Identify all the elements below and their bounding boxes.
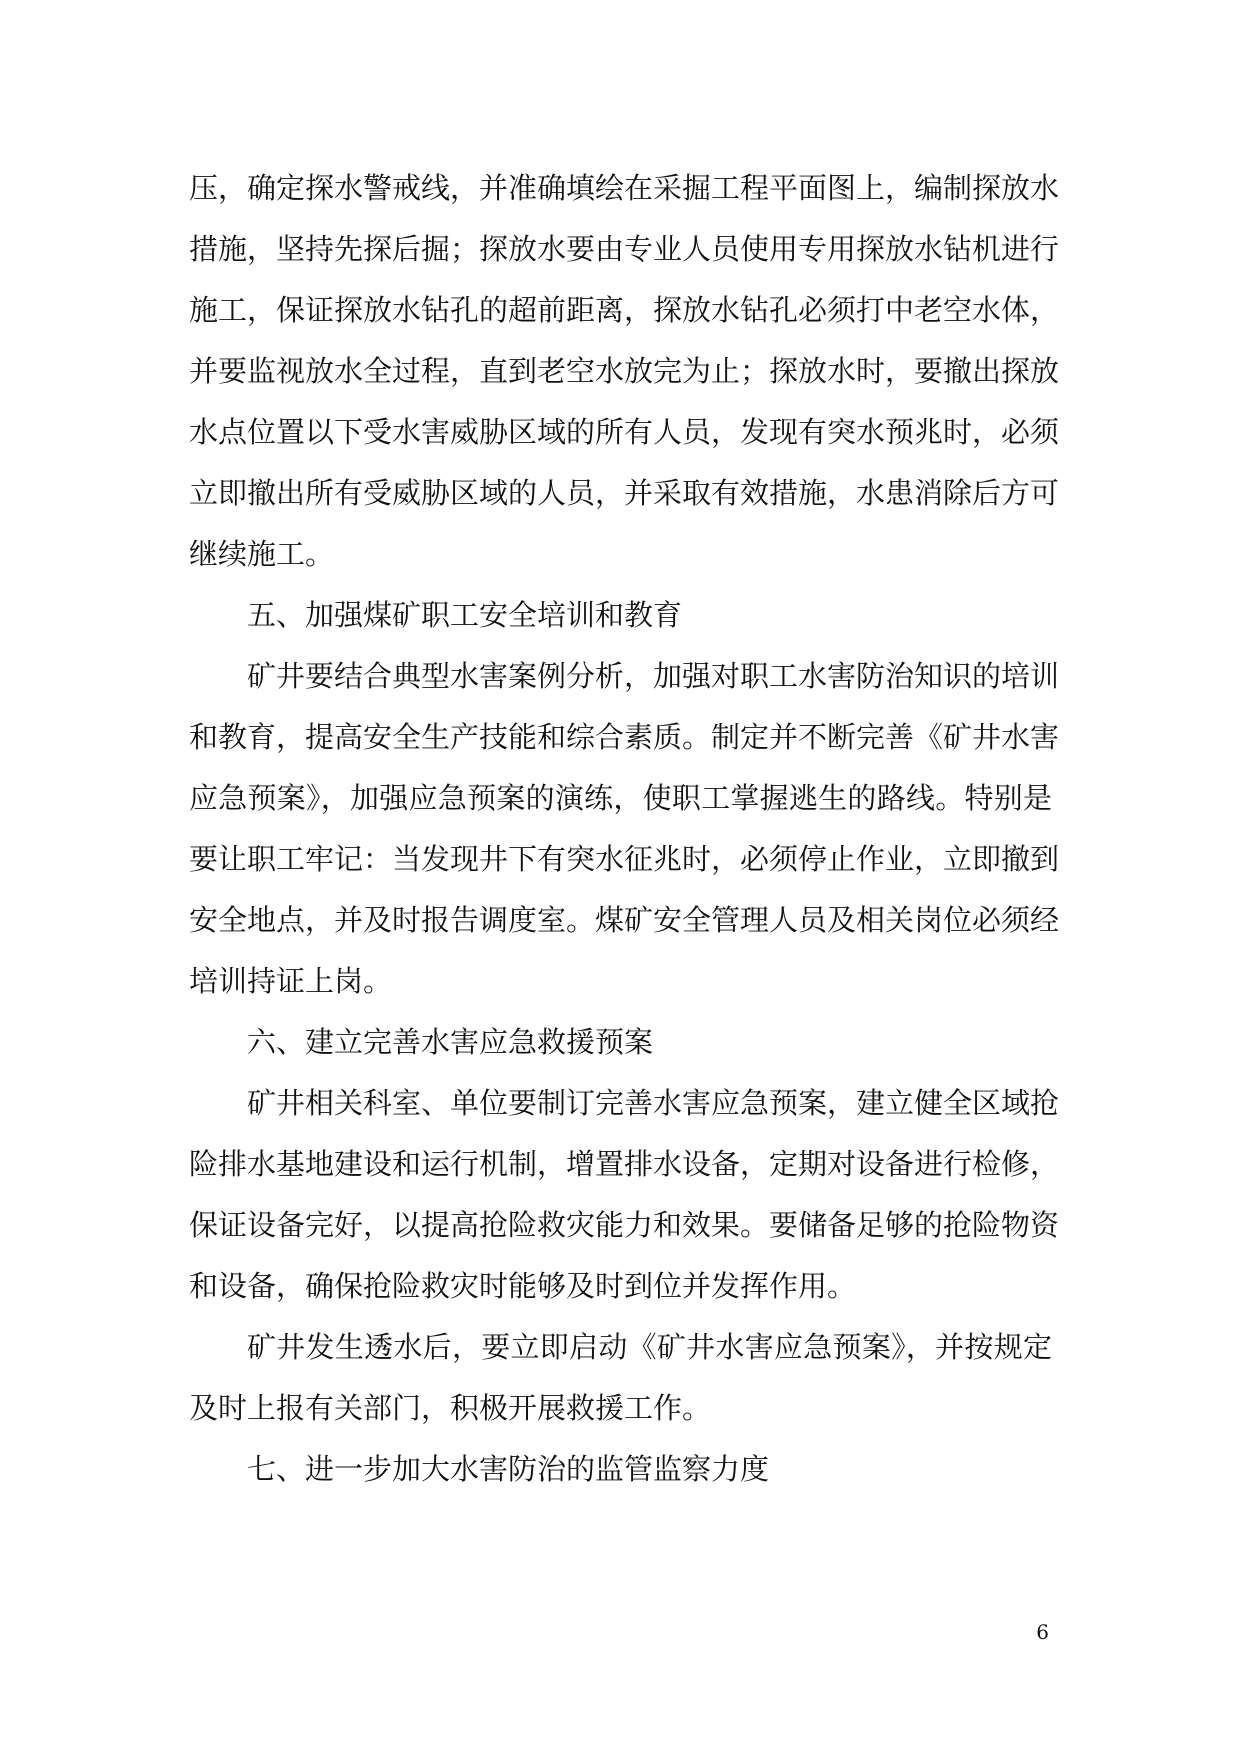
text-line: 险排水基地建设和运行机制，增置排水设备，定期对设备进行检修， xyxy=(189,1147,1060,1181)
text-line: 保证设备完好，以提高抢险救灾能力和效果。要储备足够的抢险物资 xyxy=(189,1208,1060,1242)
paragraph-emergency-plan xyxy=(189,1073,1060,1317)
text-line: 矿井要结合典型水害案例分析，加强对职工水害防治知识的培训 xyxy=(247,659,1060,693)
section-heading-7: 七、进一步加大水害防治的监管监察力度 xyxy=(247,1452,770,1486)
text-line: 要让职工牢记：当发现井下有突水征兆时，必须停止作业，立即撤到 xyxy=(189,842,1060,876)
text-line: 施工，保证探放水钻孔的超前距离，探放水钻孔必须打中老空水体， xyxy=(189,293,1060,327)
section-heading-5: 五、加强煤矿职工安全培训和教育 xyxy=(247,598,683,632)
text-line: 矿井相关科室、单位要制订完善水害应急预案，建立健全区域抢 xyxy=(247,1086,1060,1120)
text-line: 并要监视放水全过程，直到老空水放完为止；探放水时，要撤出探放 xyxy=(189,354,1060,388)
text-line: 培训持证上岗。 xyxy=(189,964,393,998)
text-line: 继续施工。 xyxy=(189,537,335,571)
text-line: 措施，坚持先探后掘；探放水要由专业人员使用专用探放水钻机进行 xyxy=(189,232,1060,266)
text-line: 安全地点，并及时报告调度室。煤矿安全管理人员及相关岗位必须经 xyxy=(189,903,1060,937)
text-line: 矿井发生透水后，要立即启动《矿井水害应急预案》，并按规定 xyxy=(247,1330,1052,1364)
document-body xyxy=(189,158,1060,1500)
text-line: 及时上报有关部门，积极开展救援工作。 xyxy=(189,1391,712,1425)
text-line: 应急预案》，加强应急预案的演练，使职工掌握逃生的路线。特别是 xyxy=(189,781,1052,815)
paragraph-continuation xyxy=(189,158,1060,585)
paragraph-inrush-response xyxy=(189,1317,1052,1439)
text-line: 和设备，确保抢险救灾时能够及时到位并发挥作用。 xyxy=(189,1269,857,1303)
text-line: 水点位置以下受水害威胁区域的所有人员，发现有突水预兆时，必须 xyxy=(189,415,1060,449)
paragraph-training xyxy=(189,646,1060,1012)
text-line: 立即撤出所有受威胁区域的人员，并采取有效措施，水患消除后方可 xyxy=(189,476,1060,510)
page-number: 6 xyxy=(1036,1620,1049,1644)
text-line: 压，确定探水警戒线，并准确填绘在采掘工程平面图上，编制探放水 xyxy=(189,171,1060,205)
text-line: 和教育，提高安全生产技能和综合素质。制定并不断完善《矿井水害 xyxy=(189,720,1060,754)
section-heading-6: 六、建立完善水害应急救援预案 xyxy=(247,1025,654,1059)
